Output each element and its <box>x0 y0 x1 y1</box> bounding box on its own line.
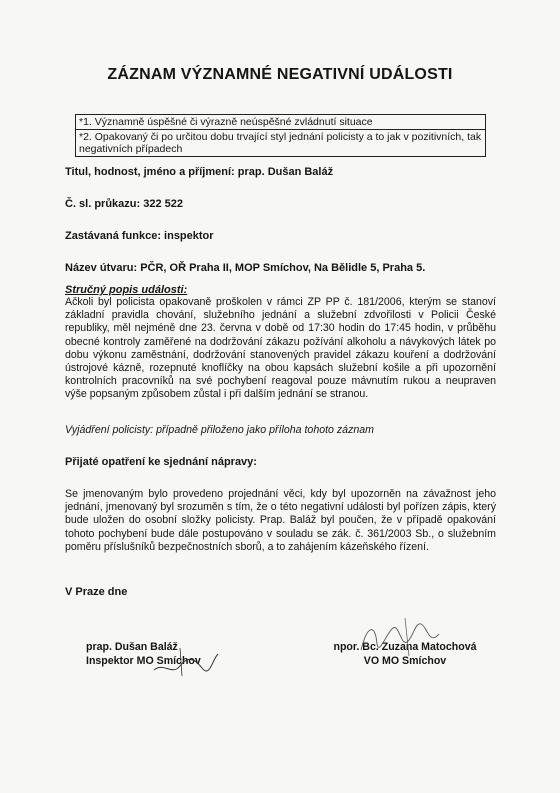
field-id: Č. sl. průkazu: 322 522 <box>65 198 183 210</box>
handwritten-signature-right <box>355 616 445 660</box>
place-date: V Praze dne <box>65 586 128 598</box>
signature-left-role: Inspektor MO Smíchov <box>86 655 201 667</box>
note-1: *1. Významně úspěšné či výrazně neúspěšné zvládnutí situace <box>75 114 486 130</box>
signature-left-name: prap. Dušan Baláž <box>86 641 178 653</box>
field-unit: Název útvaru: PČR, OŘ Praha II, MOP Smíchov, Na Bělidle 5, Praha 5. <box>65 262 426 274</box>
description-text: Ačkoli byl policista opakovaně proškolen v rámci ZP PP č. 181/2006, kterým se stanoví základní pravidla chování, služebního jednání a služební zdvořilosti v Policii České republiky, měl nejméně dne 23. června v době od 17:30 hodin do 17:45 hodin, v průběhu obecné kontroly zaměřené na dodržování zákazu požívání alkoholu a návykových látek po dobu výkonu zaměstnání, dodržování stanovených pravidel zákazu kouření a dodržování ústrojové kázně, rozepnuté knoflíčky na obou kapsách služební košile a při upozornění kontrolních pracovníků na své pochybení reagoval pouze mávnutím rukou a neupraven výše popsaným způsobem zůstal i při dalším jednání se stranou. <box>65 296 496 401</box>
notes-box <box>75 114 486 157</box>
field-position: Zastávaná funkce: inspektor <box>65 230 214 242</box>
signature-right-role: VO MO Smíchov <box>363 655 447 667</box>
measures-label: Přijaté opatření ke sjednání nápravy: <box>65 456 257 468</box>
measures-text: Se jmenovaným bylo provedeno projednání věci, kdy byl upozorněn na závažnost jeho jednání, jmenovaný byl srozuměn s tím, že o této negativní události byl pořízen zápis, který bude uložen do osobní složky policisty. Prap. Baláž byl poučen, že v případě opakování tohoto pochybení bude dále postupováno v souladu se zák. č. 361/2003 Sb., o služebním poměru příslušníků bezpečnostních sborů, a to zahájením kázeňského řízení. <box>65 488 496 553</box>
description-label: Stručný popis události: <box>65 284 188 296</box>
signature-right-name: npor. Bc. Zuzana Matochová <box>333 641 477 653</box>
field-name: Titul, hodnost, jméno a příjmení: prap. Dušan Baláž <box>65 166 334 178</box>
document-title: ZÁZNAM VÝZNAMNÉ NEGATIVNÍ UDÁLOSTI <box>107 66 453 83</box>
policist-statement: Vyjádření policisty: případně přiloženo jako příloha tohoto záznam <box>65 424 374 436</box>
note-2: *2. Opakovaný či po určitou dobu trvající styl jednání policisty a to jak v pozitivních, tak negativních případech <box>75 130 486 157</box>
handwritten-signature-left <box>150 640 220 680</box>
